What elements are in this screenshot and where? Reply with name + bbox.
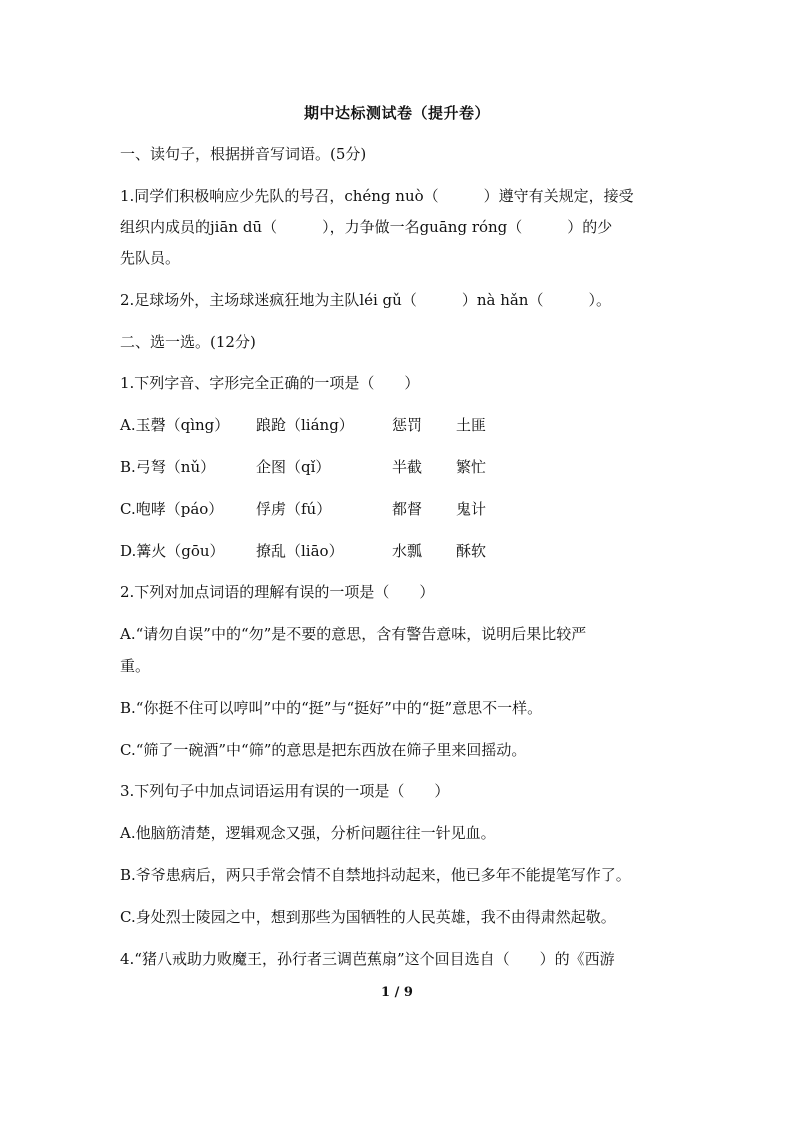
option-a-word-3: 惩罚 [392,416,423,434]
section-heading-2: 二、选一选。(12分) [120,333,256,351]
option-d-word-4: 酥软 [456,542,487,560]
option-b-word-3: 半截 [392,458,423,476]
page-title: 期中达标测试卷（提升卷） [303,104,490,122]
option-c-word-1: C.咆哮（páo） [120,500,224,518]
option-c-word-3: 都督 [392,500,423,518]
question-2-2-option-b: B.“你挺不住可以哼叫”中的“挺”与“挺好”中的“挺”意思不一样。 [120,699,543,717]
option-a-word-4: 土匪 [456,416,487,434]
question-2-2-option-c: C.“筛了一碗酒”中“筛”的意思是把东西放在筛子里来回摇动。 [120,741,527,759]
question-2-1-stem: 1.下列字音、字形完全正确的一项是（ ） [120,374,420,392]
option-d-word-1: D.篝火（gōu） [120,542,225,560]
question-2-2-option-a-line-1: A.“请勿自误”中的“勿”是不要的意思，含有警告意味，说明后果比较严 [120,625,587,643]
option-c-word-2: 俘虏（fú） [256,500,332,518]
page-number: 1 / 9 [381,985,413,1000]
option-a-word-2: 踉跄（liáng） [256,416,354,434]
question-2-3-stem: 3.下列句子中加点词语运用有误的一项是（ ） [120,782,450,800]
option-c-word-4: 鬼计 [456,500,487,518]
question-2-2-stem: 2.下列对加点词语的理解有误的一项是（ ） [120,583,435,601]
question-2-3-option-b: B.爷爷患病后，两只手常会情不自禁地抖动起来，他已多年不能提笔写作了。 [120,866,631,884]
option-a-word-1: A.玉磬（qìng） [120,416,230,434]
question-1-1-line-3: 先队员。 [120,249,181,267]
option-b-word-2: 企图（qǐ） [256,458,331,476]
question-1-1-line-2: 组织内成员的jiān dū（ ），力争做一名guāng róng（ ）的少 [120,218,613,236]
question-2-3-option-c: C.身处烈士陵园之中，想到那些为国牺牲的人民英雄，我不由得肃然起敬。 [120,908,616,926]
question-2-3-option-a: A.他脑筋清楚，逻辑观念又强，分析问题往往一针见血。 [120,824,496,842]
section-heading-1: 一、读句子，根据拼音写词语。(5分) [120,145,367,163]
question-2-4-stem: 4.“猪八戒助力败魔王，孙行者三调芭蕉扇”这个回目选自（ ）的《西游 [120,950,615,968]
option-d-word-2: 撩乱（liāo） [256,542,344,560]
question-1-1-line-1: 1.同学们积极响应少先队的号召，chéng nuò（ ）遵守有关规定，接受 [120,187,634,205]
question-1-2: 2.足球场外，主场球迷疯狂地为主队léi gǔ（ ）nà hǎn（ ）。 [120,291,611,309]
option-b-word-1: B.弓弩（nǔ） [120,458,216,476]
option-d-word-3: 水瓢 [392,542,423,560]
question-2-2-option-a-line-2: 重。 [120,657,151,675]
option-b-word-4: 繁忙 [456,458,487,476]
